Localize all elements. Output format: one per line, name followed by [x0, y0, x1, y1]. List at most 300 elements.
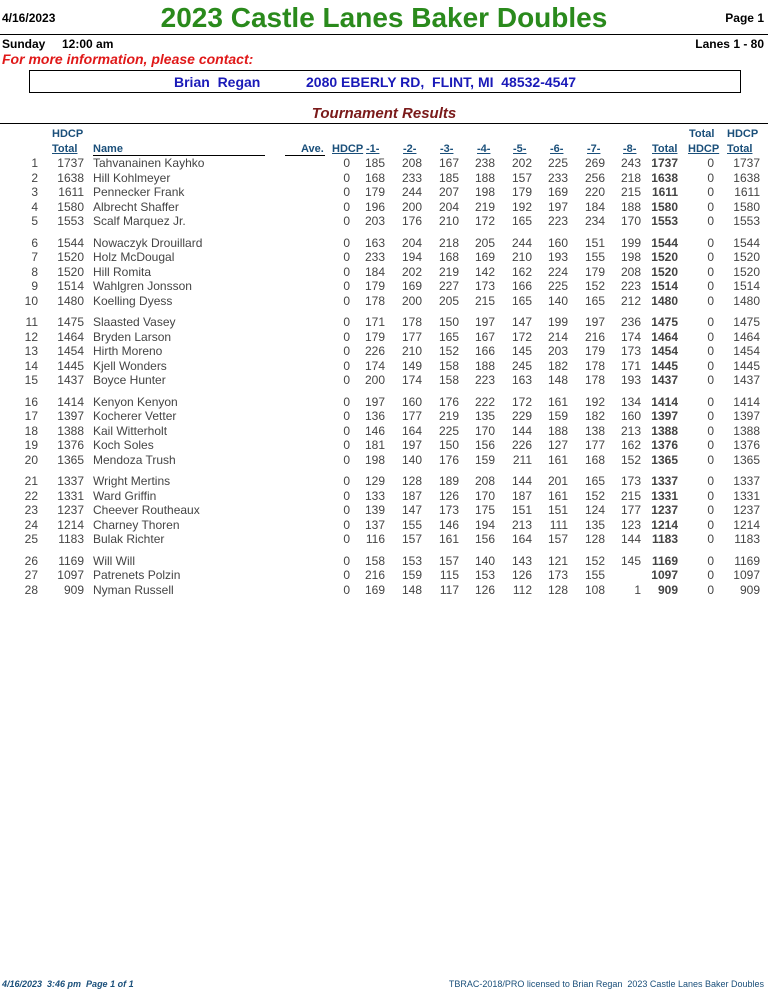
cell-game-7: 179	[584, 344, 605, 358]
cell-game-2: 159	[401, 568, 422, 582]
cell-player-name: Cheever Routheaux	[93, 503, 200, 517]
cell-hdcp-total-2: 1414	[733, 394, 760, 409]
cell-game-4: 238	[474, 156, 495, 170]
cell-total: 1737	[651, 156, 678, 170]
cell-game-1: 178	[364, 293, 385, 308]
cell-game-8: 193	[620, 373, 641, 387]
cell-hdcp-total: 1376	[57, 438, 84, 452]
cell-game-4: 156	[474, 532, 495, 546]
cell-hdcp: 0	[343, 532, 350, 546]
cell-hdcp-total: 1414	[57, 394, 84, 409]
cell-game-7: 256	[584, 170, 605, 185]
cell-game-7: 138	[584, 423, 605, 438]
cell-game-1: 146	[364, 423, 385, 438]
cell-game-5: 165	[511, 293, 532, 308]
cell-total: 1553	[651, 214, 678, 228]
cell-game-7: 152	[584, 279, 605, 293]
col-game-1: -1-	[366, 143, 380, 155]
cell-hdcp-total-2: 1553	[733, 214, 760, 228]
cell-place: 7	[31, 250, 38, 264]
cell-game-3: 158	[438, 373, 459, 387]
cell-game-7: 165	[584, 293, 605, 308]
cell-game-6: 157	[547, 532, 568, 546]
table-row	[0, 156, 768, 170]
cell-place: 28	[24, 582, 38, 597]
cell-game-2: 149	[401, 358, 422, 373]
cell-game-4: 153	[474, 568, 495, 582]
cell-game-2: 160	[401, 394, 422, 409]
cell-place: 4	[31, 199, 38, 214]
cell-game-2: 178	[401, 315, 422, 329]
cell-total-hdcp: 0	[707, 438, 714, 452]
cell-hdcp-total: 1464	[57, 329, 84, 344]
table-row	[0, 568, 768, 582]
cell-total: 1520	[651, 250, 678, 264]
cell-game-4: 205	[474, 235, 495, 250]
cell-place: 26	[24, 553, 38, 568]
cell-total: 1214	[651, 517, 678, 532]
cell-total-hdcp: 0	[707, 423, 714, 438]
cell-hdcp-total: 1611	[58, 185, 84, 199]
cell-game-6: 224	[547, 264, 568, 279]
cell-place: 11	[25, 315, 38, 329]
cell-hdcp: 0	[343, 199, 350, 214]
cell-game-1: 196	[364, 199, 385, 214]
cell-game-7: 155	[584, 250, 605, 264]
cell-game-3: 219	[438, 264, 459, 279]
cell-player-name: Bulak Richter	[93, 532, 165, 546]
cell-hdcp: 0	[343, 438, 350, 452]
cell-player-name: Mendoza Trush	[93, 452, 176, 467]
cell-game-3: 210	[438, 214, 459, 228]
cell-hdcp: 0	[343, 358, 350, 373]
table-row	[0, 518, 768, 532]
table-row	[0, 489, 768, 503]
cell-hdcp: 0	[343, 279, 350, 293]
cell-game-6: 201	[547, 474, 568, 488]
col-game-2: -2-	[403, 143, 417, 155]
cell-game-5: 144	[511, 423, 532, 438]
cell-game-8: 134	[620, 394, 641, 409]
cell-hdcp-total: 1337	[57, 474, 84, 488]
cell-game-2: 200	[401, 293, 422, 308]
cell-game-4: 170	[474, 488, 495, 503]
cell-game-8: 160	[620, 409, 641, 423]
cell-total: 1454	[651, 344, 678, 358]
cell-game-8: 177	[620, 503, 641, 517]
cell-game-4: 198	[474, 185, 495, 199]
cell-game-7: 155	[584, 568, 605, 582]
cell-game-6: 111	[549, 517, 568, 532]
cell-hdcp-total: 1097	[57, 568, 84, 582]
cell-hdcp-total: 1437	[57, 373, 84, 387]
cell-place: 23	[24, 503, 38, 517]
col-game-4: -4-	[477, 143, 491, 155]
cell-player-name: Charney Thoren	[93, 517, 180, 532]
cell-place: 2	[31, 170, 38, 185]
cell-place: 6	[31, 235, 38, 250]
cell-player-name: Koelling Dyess	[93, 293, 173, 308]
cell-player-name: Kail Witterholt	[93, 423, 168, 438]
cell-game-1: 171	[364, 315, 385, 329]
cell-hdcp: 0	[343, 452, 350, 467]
cell-hdcp-total: 1183	[58, 532, 84, 546]
cell-total: 1331	[651, 488, 678, 503]
cell-total-hdcp: 0	[707, 293, 714, 308]
cell-game-5: 112	[512, 582, 532, 597]
cell-hdcp-total-2: 1520	[733, 250, 760, 264]
cell-game-2: 244	[401, 185, 422, 199]
table-row	[0, 344, 768, 358]
results-divider	[0, 123, 768, 124]
cell-total: 1183	[651, 532, 678, 546]
cell-total: 1611	[651, 185, 678, 199]
col-hdcp-total2-bottom: Total	[727, 143, 753, 155]
cell-player-name: Nyman Russell	[93, 582, 174, 597]
cell-total: 1414	[651, 394, 678, 409]
cell-player-name: Hirth Moreno	[93, 344, 163, 358]
col-game-8: -8-	[623, 143, 637, 155]
table-row	[0, 438, 768, 452]
cell-place: 25	[24, 532, 38, 546]
cell-game-3: 165	[438, 329, 459, 344]
cell-hdcp-total-2: 1183	[734, 532, 760, 546]
cell-game-2: 194	[401, 250, 422, 264]
lanes-range: Lanes 1 - 80	[695, 37, 764, 51]
cell-game-7: 165	[584, 474, 605, 488]
cell-place: 5	[31, 214, 38, 228]
cell-game-4: 156	[474, 438, 495, 452]
cell-hdcp-total-2: 1237	[733, 503, 760, 517]
col-name: Name	[93, 143, 123, 155]
cell-game-3: 117	[439, 582, 459, 597]
cell-game-4: 188	[474, 170, 495, 185]
cell-game-3: 168	[438, 250, 459, 264]
cell-game-4: 169	[474, 250, 495, 264]
cell-game-8: 170	[620, 214, 641, 228]
table-row	[0, 315, 768, 329]
cell-game-3: 150	[438, 438, 459, 452]
cell-game-3: 205	[438, 293, 459, 308]
cell-game-2: 148	[401, 582, 422, 597]
cell-hdcp-total: 1475	[57, 315, 84, 329]
cell-game-5: 172	[511, 329, 532, 344]
cell-total: 1169	[651, 553, 678, 568]
cell-game-3: 161	[438, 532, 459, 546]
cell-game-1: 185	[364, 156, 385, 170]
cell-total-hdcp: 0	[707, 344, 714, 358]
cell-place: 27	[24, 568, 38, 582]
cell-hdcp-total: 1388	[57, 423, 84, 438]
cell-hdcp: 0	[343, 185, 350, 199]
page-title: 2023 Castle Lanes Baker Doubles	[160, 2, 608, 33]
cell-game-4: 170	[474, 423, 495, 438]
cell-total-hdcp: 0	[707, 235, 714, 250]
cell-game-6: 159	[547, 409, 568, 423]
cell-game-4: 126	[474, 582, 495, 597]
cell-hdcp: 0	[343, 344, 350, 358]
cell-game-7: 234	[584, 214, 605, 228]
cell-player-name: Albrecht Shaffer	[93, 199, 179, 214]
cell-hdcp: 0	[343, 568, 350, 582]
table-row	[0, 532, 768, 546]
cell-game-8: 243	[620, 156, 641, 170]
cell-place: 24	[24, 517, 38, 532]
table-row	[0, 583, 768, 597]
cell-player-name: Kenyon Kenyon	[93, 394, 178, 409]
cell-hdcp-total: 909	[63, 582, 84, 597]
cell-hdcp: 0	[343, 170, 350, 185]
cell-game-5: 226	[511, 438, 532, 452]
cell-total-hdcp: 0	[707, 250, 714, 264]
cell-game-8: 223	[620, 279, 641, 293]
cell-game-2: 128	[401, 474, 422, 488]
table-row	[0, 294, 768, 308]
table-row	[0, 373, 768, 387]
table-row	[0, 554, 768, 568]
cell-game-8: 171	[620, 358, 641, 373]
table-row	[0, 330, 768, 344]
cell-game-5: 244	[511, 235, 532, 250]
cell-hdcp: 0	[343, 409, 350, 423]
cell-player-name: Nowaczyk Drouillard	[93, 235, 203, 250]
cell-game-1: 216	[364, 568, 385, 582]
col-total-hdcp-bottom: HDCP	[688, 143, 720, 155]
cell-game-7: 128	[584, 532, 605, 546]
cell-game-6: 193	[547, 250, 568, 264]
cell-game-4: 188	[474, 358, 495, 373]
table-row	[0, 236, 768, 250]
cell-total: 909	[657, 582, 678, 597]
cell-hdcp-total: 1544	[57, 235, 84, 250]
cell-place: 3	[31, 185, 38, 199]
cell-game-4: 197	[474, 315, 495, 329]
cell-hdcp: 0	[343, 250, 350, 264]
footer-timestamp: 4/16/2023 3:46 pm Page 1 of 1	[2, 979, 134, 989]
cell-player-name: Patrenets Polzin	[93, 568, 181, 582]
cell-game-5: 179	[511, 185, 532, 199]
cell-hdcp-total-2: 1638	[733, 170, 760, 185]
cell-hdcp-total-2: 1097	[733, 568, 760, 582]
contact-prompt: For more information, please contact:	[2, 51, 254, 67]
cell-hdcp-total-2: 1445	[733, 358, 760, 373]
cell-game-1: 179	[364, 279, 385, 293]
cell-total-hdcp: 0	[707, 264, 714, 279]
cell-total: 1337	[651, 474, 678, 488]
cell-game-5: 162	[511, 264, 532, 279]
cell-game-5: 166	[511, 279, 532, 293]
cell-game-3: 115	[439, 568, 459, 582]
cell-total: 1480	[651, 293, 678, 308]
cell-hdcp-total: 1237	[57, 503, 84, 517]
cell-game-1: 198	[364, 452, 385, 467]
cell-game-1: 184	[364, 264, 385, 279]
cell-game-3: 207	[438, 185, 459, 199]
cell-game-5: 147	[511, 315, 532, 329]
cell-player-name: Hill Kohlmeyer	[93, 170, 171, 185]
cell-total-hdcp: 0	[707, 279, 714, 293]
cell-total-hdcp: 0	[707, 553, 714, 568]
cell-hdcp: 0	[343, 503, 350, 517]
cell-place: 13	[24, 344, 38, 358]
cell-player-name: Scalf Marquez Jr.	[93, 214, 186, 228]
cell-hdcp: 0	[343, 394, 350, 409]
cell-game-4: 208	[474, 474, 495, 488]
cell-place: 14	[24, 358, 38, 373]
cell-hdcp-total-2: 1214	[733, 517, 760, 532]
cell-game-3: 173	[438, 503, 459, 517]
cell-total-hdcp: 0	[707, 452, 714, 467]
cell-game-8: 198	[620, 250, 641, 264]
cell-game-3: 176	[438, 452, 459, 467]
cell-game-2: 140	[401, 452, 422, 467]
cell-game-8: 212	[620, 293, 641, 308]
cell-hdcp: 0	[343, 582, 350, 597]
cell-game-1: 181	[364, 438, 385, 452]
cell-game-3: 204	[438, 199, 459, 214]
cell-total: 1475	[651, 315, 678, 329]
cell-player-name: Koch Soles	[93, 438, 154, 452]
cell-game-8: 123	[620, 517, 641, 532]
cell-game-6: 128	[547, 582, 568, 597]
cell-game-6: 199	[547, 315, 568, 329]
cell-game-5: 157	[511, 170, 532, 185]
cell-game-7: 152	[584, 553, 605, 568]
cell-hdcp-total: 1397	[57, 409, 84, 423]
cell-game-1: 158	[364, 553, 385, 568]
cell-game-4: 166	[474, 344, 495, 358]
cell-game-6: 225	[547, 279, 568, 293]
cell-hdcp-total-2: 1454	[733, 344, 760, 358]
cell-total: 1397	[651, 409, 678, 423]
cell-game-2: 153	[401, 553, 422, 568]
cell-hdcp-total: 1214	[57, 517, 84, 532]
table-row	[0, 171, 768, 185]
cell-player-name: Holz McDougal	[93, 250, 175, 264]
cell-game-4: 142	[474, 264, 495, 279]
cell-game-3: 227	[438, 279, 459, 293]
cell-game-6: 182	[547, 358, 568, 373]
cell-game-1: 116	[365, 532, 385, 546]
header-divider	[0, 34, 768, 35]
cell-game-7: 177	[584, 438, 605, 452]
cell-total-hdcp: 0	[707, 568, 714, 582]
col-hdcp-total-bottom: Total	[52, 143, 78, 155]
cell-game-4: 194	[474, 517, 495, 532]
table-row	[0, 214, 768, 228]
cell-hdcp-total-2: 1337	[733, 474, 760, 488]
cell-game-6: 161	[547, 452, 568, 467]
cell-total-hdcp: 0	[707, 474, 714, 488]
cell-game-7: 135	[584, 517, 605, 532]
cell-hdcp-total-2: 1365	[733, 452, 760, 467]
cell-game-5: 187	[511, 488, 532, 503]
cell-game-5: 172	[511, 394, 532, 409]
cell-game-4: 172	[474, 214, 495, 228]
cell-game-8: 188	[620, 199, 641, 214]
cell-place: 19	[24, 438, 38, 452]
cell-hdcp-total-2: 1437	[733, 373, 760, 387]
page-number: Page 1	[725, 11, 764, 25]
cell-total-hdcp: 0	[707, 358, 714, 373]
cell-player-name: Will Will	[93, 553, 135, 568]
cell-hdcp-total: 1480	[57, 293, 84, 308]
cell-total-hdcp: 0	[707, 409, 714, 423]
cell-game-2: 187	[401, 488, 422, 503]
cell-game-2: 176	[401, 214, 422, 228]
cell-total: 1445	[651, 358, 678, 373]
cell-hdcp-total-2: 1737	[733, 156, 760, 170]
cell-total-hdcp: 0	[707, 373, 714, 387]
cell-game-3: 219	[438, 409, 459, 423]
cell-game-7: 168	[584, 452, 605, 467]
cell-hdcp-total-2: 1480	[733, 293, 760, 308]
cell-hdcp: 0	[343, 329, 350, 344]
table-row	[0, 395, 768, 409]
cell-place: 20	[24, 452, 38, 467]
cell-hdcp-total-2: 1520	[733, 264, 760, 279]
cell-game-8: 145	[620, 553, 641, 568]
cell-game-5: 163	[511, 373, 532, 387]
cell-game-6: 188	[547, 423, 568, 438]
cell-player-name: Kjell Wonders	[93, 358, 167, 373]
cell-total: 1520	[651, 264, 678, 279]
cell-game-4: 140	[474, 553, 495, 568]
cell-game-5: 192	[511, 199, 532, 214]
cell-game-6: 173	[547, 568, 568, 582]
cell-game-7: 151	[584, 235, 605, 250]
cell-total: 1376	[651, 438, 678, 452]
cell-game-5: 210	[511, 250, 532, 264]
cell-game-1: 129	[364, 474, 385, 488]
cell-hdcp-total: 1638	[57, 170, 84, 185]
cell-place: 9	[31, 279, 38, 293]
cell-hdcp: 0	[343, 373, 350, 387]
cell-game-2: 169	[401, 279, 422, 293]
cell-hdcp: 0	[343, 474, 350, 488]
cell-game-2: 164	[401, 423, 422, 438]
cell-place: 16	[24, 394, 38, 409]
cell-player-name: Wright Mertins	[93, 474, 171, 488]
cell-game-6: 140	[547, 293, 568, 308]
cell-game-8: 162	[620, 438, 641, 452]
cell-total: 1388	[651, 423, 678, 438]
cell-game-3: 225	[438, 423, 459, 438]
cell-game-6: 160	[547, 235, 568, 250]
table-row	[0, 409, 768, 423]
cell-hdcp-total: 1445	[57, 358, 84, 373]
cell-total-hdcp: 0	[707, 488, 714, 503]
cell-hdcp-total: 1454	[57, 344, 84, 358]
cell-game-4: 175	[474, 503, 495, 517]
cell-game-8: 173	[620, 474, 641, 488]
cell-hdcp-total-2: 1475	[733, 315, 760, 329]
cell-game-3: 176	[438, 394, 459, 409]
cell-player-name: Kocherer Vetter	[93, 409, 177, 423]
cell-total-hdcp: 0	[707, 394, 714, 409]
cell-hdcp: 0	[343, 235, 350, 250]
cell-hdcp: 0	[343, 264, 350, 279]
cell-place: 10	[24, 293, 38, 308]
cell-player-name: Slaasted Vasey	[93, 315, 176, 329]
cell-hdcp-total: 1520	[57, 250, 84, 264]
cell-total: 1097	[651, 568, 678, 582]
cell-game-6: 121	[547, 553, 568, 568]
cell-game-2: 233	[401, 170, 422, 185]
cell-player-name: Ward Griffin	[93, 488, 157, 503]
cell-game-4: 223	[474, 373, 495, 387]
table-row	[0, 200, 768, 214]
